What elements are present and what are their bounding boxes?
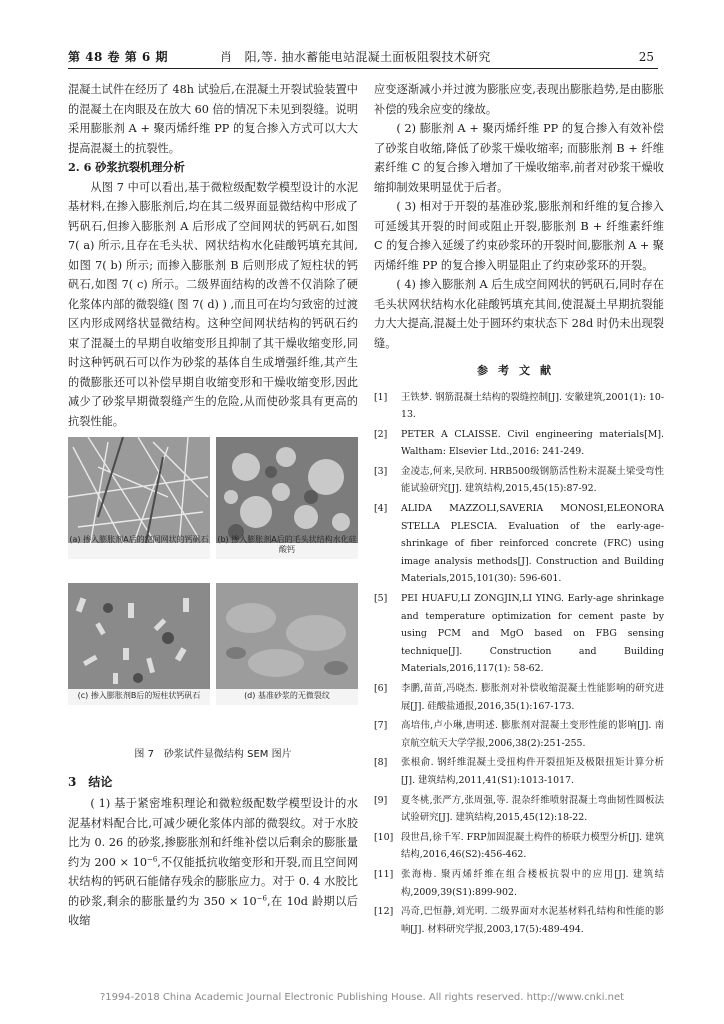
journal-volume: 第 48 卷 第 6 期 [68, 50, 168, 64]
reference-item [374, 463, 664, 498]
reference-item [374, 792, 664, 827]
reference-text: 冯奇,巴恒静,刘光明. 二级界面对水泥基材料孔结构和性能的影响[J]. 材料研究学报,2003,17(5):489-494. [401, 906, 664, 935]
reference-number: [8] [374, 757, 388, 769]
reference-text: 段世昌,徐千军. FRP加固混凝土构件的桥联力模型分析[J]. 建筑结构,2016,46(S2):456-462. [401, 831, 664, 861]
left-column [68, 80, 358, 931]
section-3-heading: 3 结论 [68, 774, 113, 789]
references-heading: 参考文献 [477, 364, 561, 377]
running-header [68, 44, 658, 69]
reference-item [374, 426, 664, 461]
reference-item [374, 903, 664, 938]
caption-d: (d) 基准砂浆的无微裂纹 [244, 691, 330, 700]
reference-number: [6] [374, 683, 388, 694]
conclusion-paragraph-4: ( 4) 掺入膨胀剂 A 后生成空间网状的钙矾石,同时存在毛头状网状结构水化硅酸钙填充其间,使混凝土早期抗裂能力大大提高,混凝土处于圆环约束状态下 28d 时仍未出现裂缝。 [374, 278, 664, 350]
reference-number: [1] [374, 391, 388, 403]
reference-item [374, 754, 664, 789]
reference-number: [3] [374, 465, 388, 477]
reference-item [374, 590, 664, 678]
reference-item [374, 389, 664, 424]
reference-text: PEI HUAFU,LI ZONGJIN,LI YING. Early-age shrinkage and temperature optimization for cement paste by using PCM and MgO based on FBG sensing technique[J]. Construction and Building Materials,2016,117(1): 58-62. [401, 593, 664, 675]
reference-item [374, 866, 664, 901]
caption-a: (a) 掺入膨胀剂A后的空间网状的钙矾石 [69, 535, 209, 544]
page-number: 25 [638, 50, 654, 64]
conclusion-paragraph-2: ( 2) 膨胀剂 A + 聚丙烯纤维 PP 的复合掺入有效补偿了砂浆自收缩,降低了砂浆干燥收缩率; 而膨胀剂 B + 纤维素纤维 C 的复合掺入增加了干燥收缩率,前者对砂浆干燥收缩抑制效果明显优于后者。 [374, 122, 664, 194]
reference-text: 李鹏,苗苗,冯晓杰. 膨胀剂对补偿收缩混凝土性能影响的研究进展[J]. 硅酸盐通报,2016,35(1):167-173. [401, 683, 664, 712]
reference-number: [7] [374, 720, 388, 732]
copyright-footer: ?1994-2018 China Academic Journal Electronic Publishing House. All rights reserved. http://www.cnki.net [99, 992, 625, 1003]
reference-number: [10] [374, 831, 394, 843]
reference-text: 高培伟,卢小琳,唐明述. 膨胀剂对混凝土变形性能的影响[J]. 南京航空航天大学学报,2006,38(2):251-255. [401, 720, 664, 749]
reference-item [374, 829, 664, 864]
section-2-6-heading: 2. 6 砂浆抗裂机理分析 [68, 160, 185, 174]
figure-7-caption: 图 7 砂浆试件显微结构 SEM 图片 [134, 749, 292, 760]
conclusion-paragraph-3: ( 3) 相对于开裂的基准砂浆,膨胀剂和纤维的复合掺入可延缓其开裂的时间或阻止开裂,膨胀剂 B + 纤维素纤维 C 的复合掺入延缓了约束砂浆环的开裂时间,膨胀剂 A + 聚丙烯纤维 PP 的复合掺入明显阻止了约束砂浆环的开裂。 [374, 200, 664, 272]
sem-image-c [68, 583, 210, 705]
sem-image-d [216, 583, 358, 705]
reference-number: [11] [374, 868, 394, 880]
conclusion-paragraph-1: ( 1) 基于紧密堆积理论和微粒级配数学模型设计的水泥基材料配合比,可减少硬化浆体内部的微裂纹。对于水胶比为 0. 26 的砂浆,掺膨胀剂和纤维补偿以后剩余的膨胀量约为 $200 \times 10^{-6}$,不仅能抵抗收缩变形和开裂,而且空间网状结构的钙矾石能储存残余的膨胀应力。对于 0. 4 水胶比的砂浆,剩余的膨胀量约为 $350 \times 10^{-6}$,在 10d 龄期以后收缩 [68, 797, 358, 927]
reference-number: [5] [374, 593, 388, 605]
reference-text: ALIDA MAZZOLI,SAVERIA MONOSI,ELEONORA STELLA PLESCIA. Evaluation of the early-age-shrinkage of fiber reinforced concrete (FRC) using image analysis methods[J]. Construction and Building Materials,2015,101(30): 596-601. [401, 503, 664, 585]
intro-paragraph: 混凝土试件在经历了 48h 试验后,在混凝土开裂试验装置中的混凝土在肉眼及在放大 60 倍的情况下未见到裂缝。说明采用膨胀剂 A + 聚丙烯纤维 PP 的复合掺入方式可以大大提高混凝土的抗裂性。 [68, 83, 358, 155]
reference-number: [4] [374, 503, 388, 515]
figure-7 [68, 437, 358, 741]
conclusion-paragraph-1-cont: 应变逐渐减小并过渡为膨胀应变,表现出膨胀趋势,是由膨胀补偿的残余应变的缘故。 [374, 83, 664, 116]
caption-c: (c) 掺入膨胀剂B后的短柱状钙矾石 [77, 691, 201, 700]
reference-text: 张根俞. 钢纤维混凝土受扭构件开裂扭矩及极限扭矩计算分析[J]. 建筑结构,2011,41(S1):1013-1017. [401, 757, 664, 786]
caption-b: (b) 掺入膨胀剂A后的毛头状结构水化硅酸钙 [217, 535, 357, 554]
reference-text: 夏冬桃,张严方,张周强,等. 混杂纤维喷射混凝土弯曲韧性圆板法试验研究[J]. 建筑结构,2015,45(12):18-22. [401, 794, 664, 824]
reference-number: [2] [374, 428, 388, 440]
reference-number: [9] [374, 794, 388, 806]
reference-item [374, 680, 664, 715]
reference-item [374, 500, 664, 588]
reference-list [374, 389, 664, 939]
section-2-6-paragraph: 从图 7 中可以看出,基于微粒级配数学模型设计的水泥基材料,在掺入膨胀剂后,均在其二级界面显微结构中形成了钙矾石,但掺入膨胀剂 A 后形成了空间网状的钙矾石,如图 7( a) 所示,且存在毛头状、网状结构水化硅酸钙填充其间,如图 7( b) 所示; 而掺入膨胀剂 B 后则形成了短柱状的钙矾石,如图 7( c) 所示。二级界面结构的改善不仅消除了硬化浆体内部的微裂缝( 图 7( d) ) ,而且可在均匀致密的过渡区内形成网络状显微结构。这种空间网状结构的钙矾石约束了混凝土的早期自收缩变形且抑制了其干燥收缩变形,同时这种钙矾石可以作为砂浆的基体自生成增强纤维,其产生的微膨胀还可以补偿早期自收缩变形和干燥收缩变形,因此减少了砂浆早期微裂缝产生的危险,从而使砂浆具有更高的抗裂性能。 [68, 180, 358, 428]
reference-text: PETER A CLAISSE. Civil engineering materials[M]. Waltham: Elsevier Ltd.,2016: 241-249. [401, 428, 664, 458]
reference-text: 金凌志,何来,吴欣珂. HRB500级钢筋活性粉末混凝土梁受弯性能试验研究[J]. 建筑结构,2015,45(15):87-92. [401, 465, 664, 495]
reference-number: [12] [374, 906, 394, 918]
reference-item [374, 717, 664, 752]
reference-text: 张海梅. 聚丙烯纤维在组合楼板抗裂中的应用[J]. 建筑结构,2009,39(S1):899-902. [401, 868, 664, 898]
right-column [374, 80, 664, 940]
running-title: 肖 阳,等. 抽水蓄能电站混凝土面板阻裂技术研究 [220, 50, 491, 64]
reference-text: 王铁梦. 钢筋混凝土结构的裂缝控制[J]. 安徽建筑,2001(1): 10-13. [401, 391, 664, 421]
